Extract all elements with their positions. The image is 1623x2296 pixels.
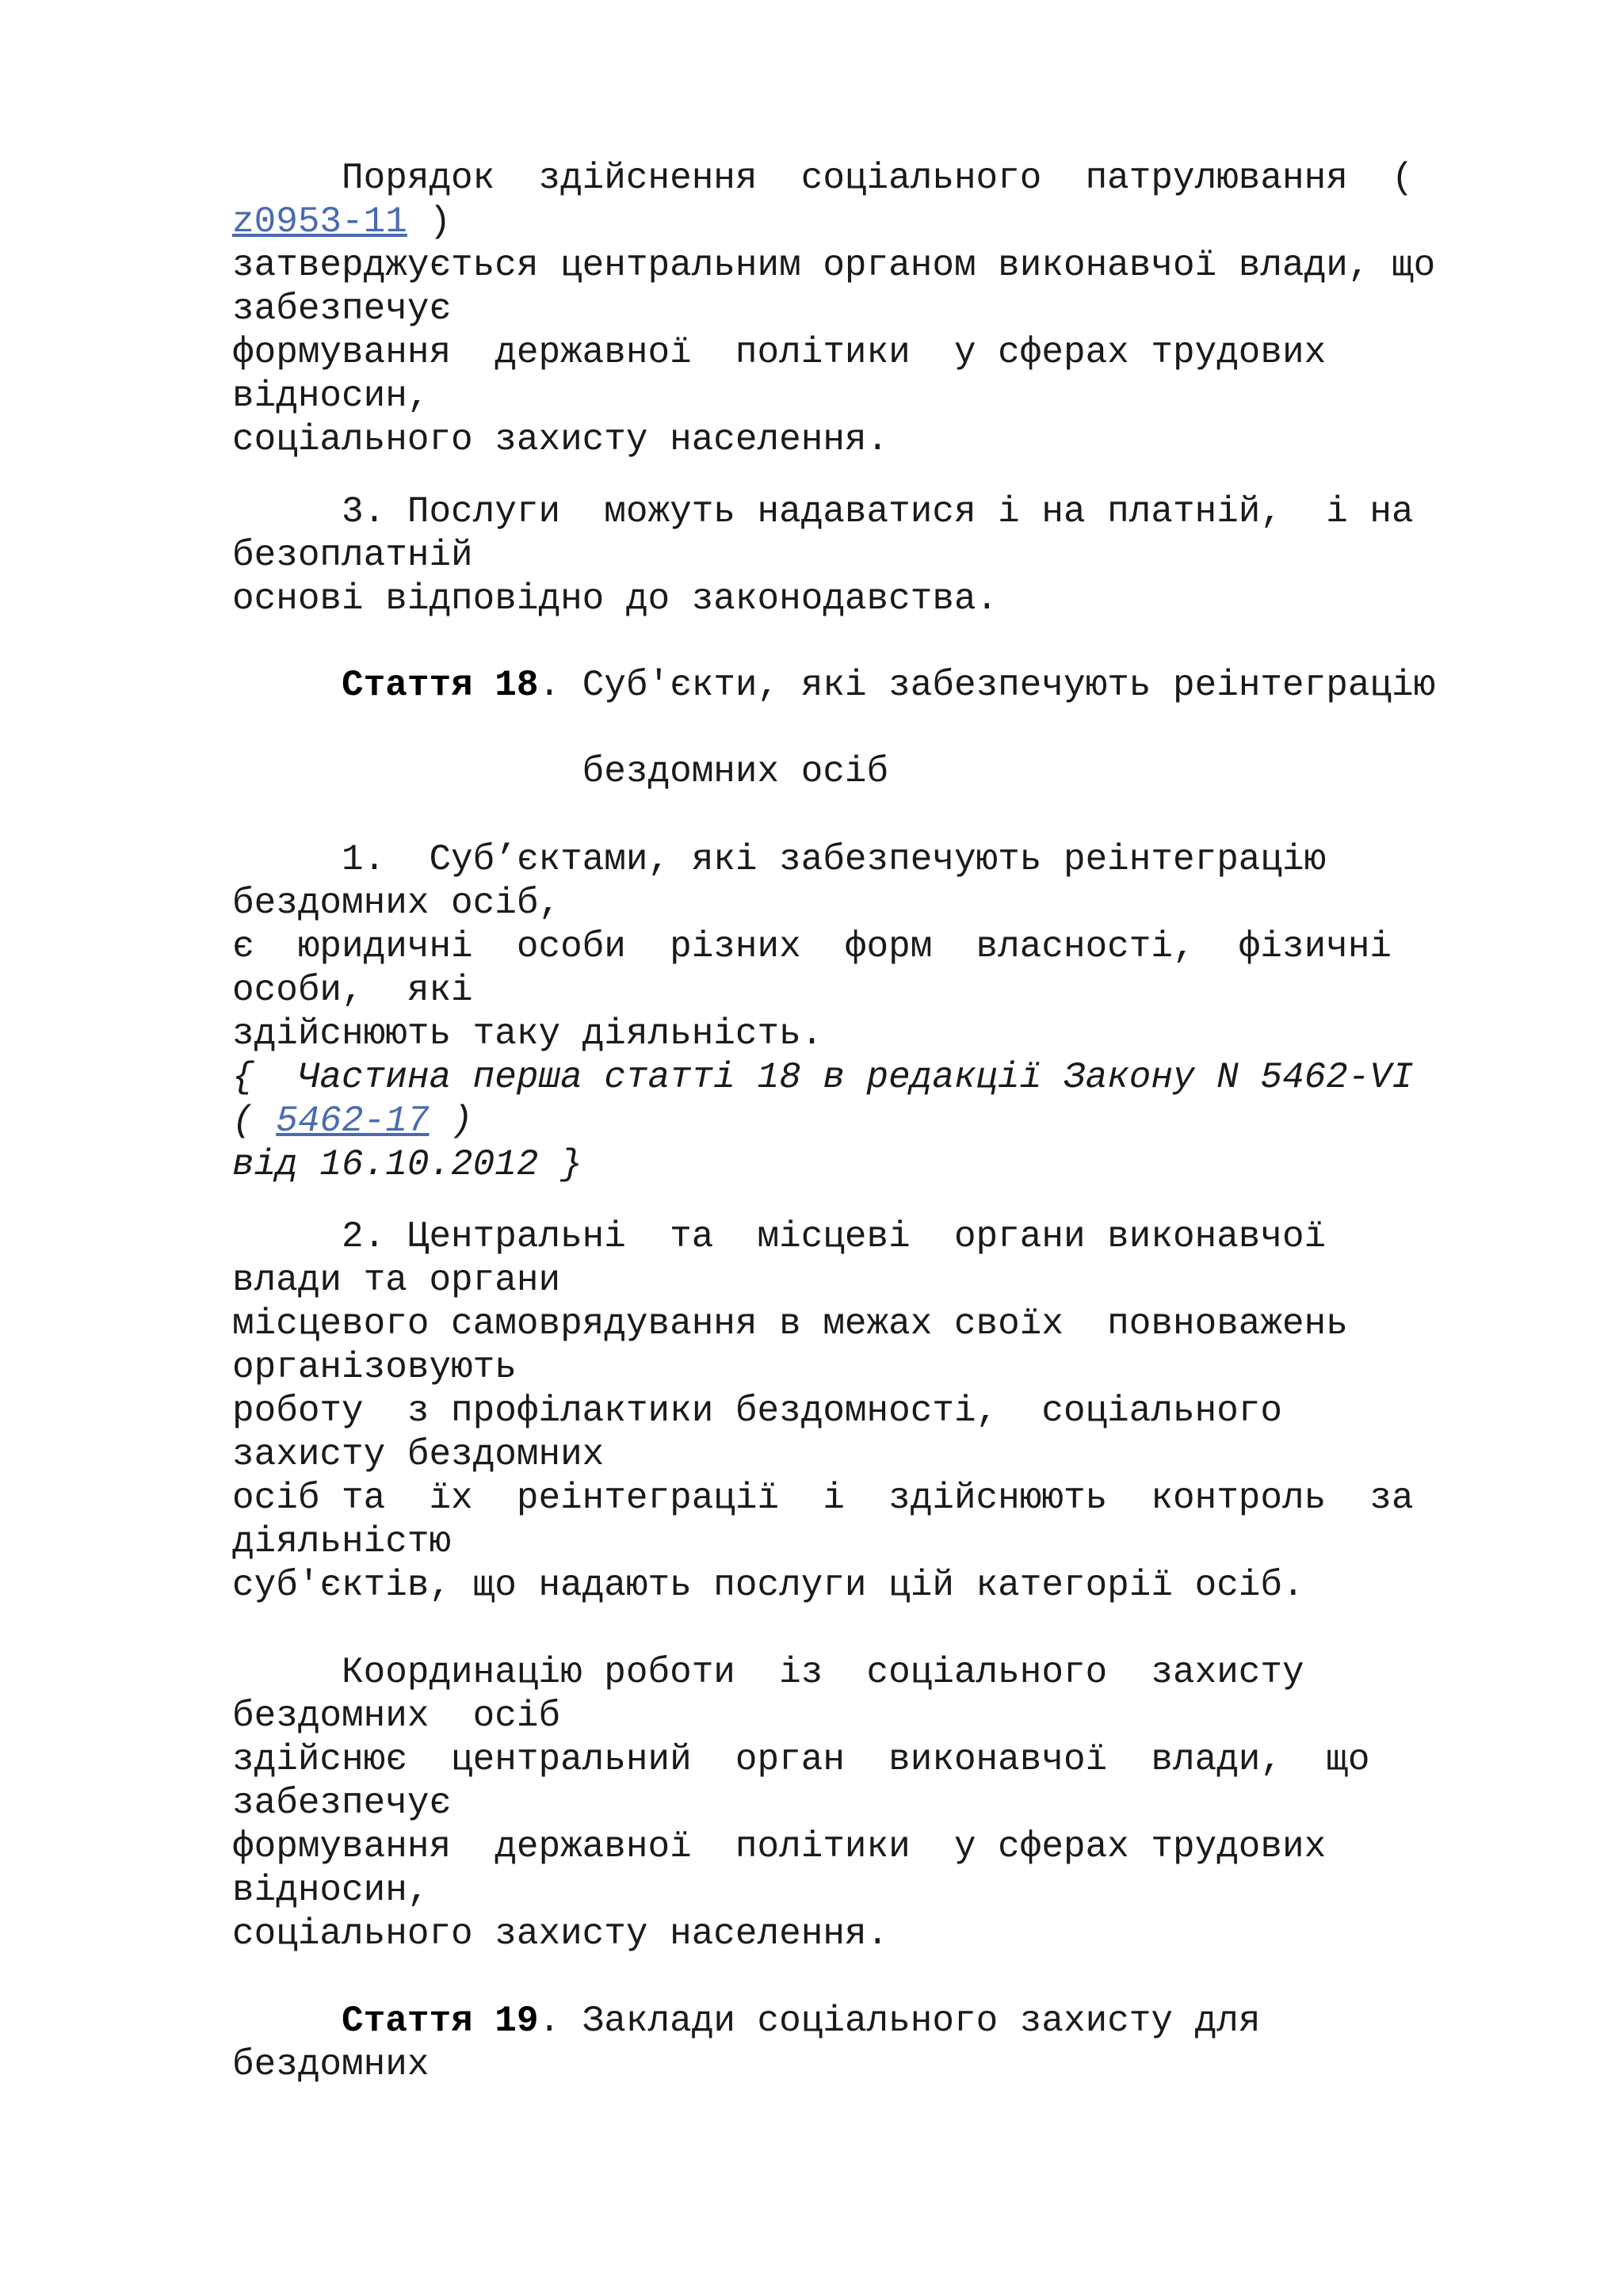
- text-line: формування державної політики у сферах трудових: [232, 1826, 1327, 1867]
- text-line: захисту бездомних: [232, 1434, 605, 1475]
- amendment-note: [232, 1100, 1532, 1143]
- amendment-note: від 16.10.2012 }: [232, 1144, 582, 1185]
- text-line: соціального захисту населення.: [232, 1913, 889, 1955]
- text-fragment: (: [232, 1100, 277, 1142]
- text-line: затверджується центральним органом виконавчої влади, що: [232, 245, 1436, 286]
- text-line: здійснює центральний орган виконавчої влади, що: [232, 1739, 1370, 1780]
- text-line: забезпечує: [232, 1783, 452, 1824]
- text-line: соціального захисту населення.: [232, 419, 889, 460]
- text-line: організовують: [232, 1347, 517, 1388]
- text-line: діяльністю: [232, 1521, 452, 1562]
- text-line: забезпечує: [232, 288, 452, 330]
- text-line: Порядок здійснення соціального патрулювання (: [232, 158, 1414, 199]
- text-line: осіб та їх реінтеграції і здійснюють контроль за: [232, 1478, 1414, 1519]
- text-line: є юридичні особи різних форм власності, фізичні: [232, 926, 1392, 967]
- text-line: здійснюють таку діяльність.: [232, 1013, 823, 1055]
- text-line: 3. Послуги можуть надаватися і на платній, і на: [232, 491, 1414, 532]
- text-fragment: ): [429, 1100, 473, 1142]
- amendment-note: { Частина перша статті 18 в редакції Закону N 5462-VI: [232, 1057, 1414, 1098]
- law-link-5462-17[interactable]: 5462-17: [276, 1100, 430, 1142]
- text-line: роботу з профілактики бездомності, соціального: [232, 1390, 1283, 1432]
- text-line: суб'єктів, що надають послуги цій категорії осіб.: [232, 1565, 1304, 1606]
- indent: [232, 665, 342, 706]
- text-line: бездомних осіб,: [232, 883, 561, 924]
- text-fragment: ): [407, 201, 452, 242]
- text-line: бездомних осіб: [232, 1695, 561, 1737]
- article-18-heading: [232, 664, 1532, 707]
- text-line: Координацію роботи із соціального захисту: [232, 1652, 1304, 1693]
- text-line: особи, які: [232, 970, 473, 1011]
- indent: [232, 2000, 342, 2042]
- text-line: основі відповідно до законодавства.: [232, 578, 999, 620]
- text-line: влади та органи: [232, 1260, 561, 1301]
- text-line: безоплатній: [232, 535, 473, 576]
- article-18-title-continued: бездомних осіб: [232, 751, 889, 792]
- text-line: відносин,: [232, 376, 430, 417]
- article-18-label: Стаття 18: [342, 665, 539, 706]
- text-line: 1. Суб’єктами, які забезпечують реінтеграцію: [232, 839, 1327, 880]
- text-line: формування державної політики у сферах трудових: [232, 332, 1327, 373]
- text-line: 2. Центральні та місцеві органи виконавчої: [232, 1216, 1327, 1257]
- article-18-title: . Суб'єкти, які забезпечують реінтеграцію: [538, 665, 1436, 706]
- article-19-label: Стаття 19: [342, 2000, 539, 2042]
- article-19-title: . Заклади соціального захисту для: [538, 2000, 1261, 2042]
- article-19-title-continued: бездомних: [232, 2044, 430, 2085]
- law-link-z0953-11[interactable]: z0953-11: [232, 201, 407, 242]
- text-line: місцевого самоврядування в межах своїх повноважень: [232, 1303, 1348, 1344]
- article-19-heading: [232, 2000, 1532, 2043]
- text-line: відносин,: [232, 1870, 430, 1911]
- text-line: [232, 200, 1532, 244]
